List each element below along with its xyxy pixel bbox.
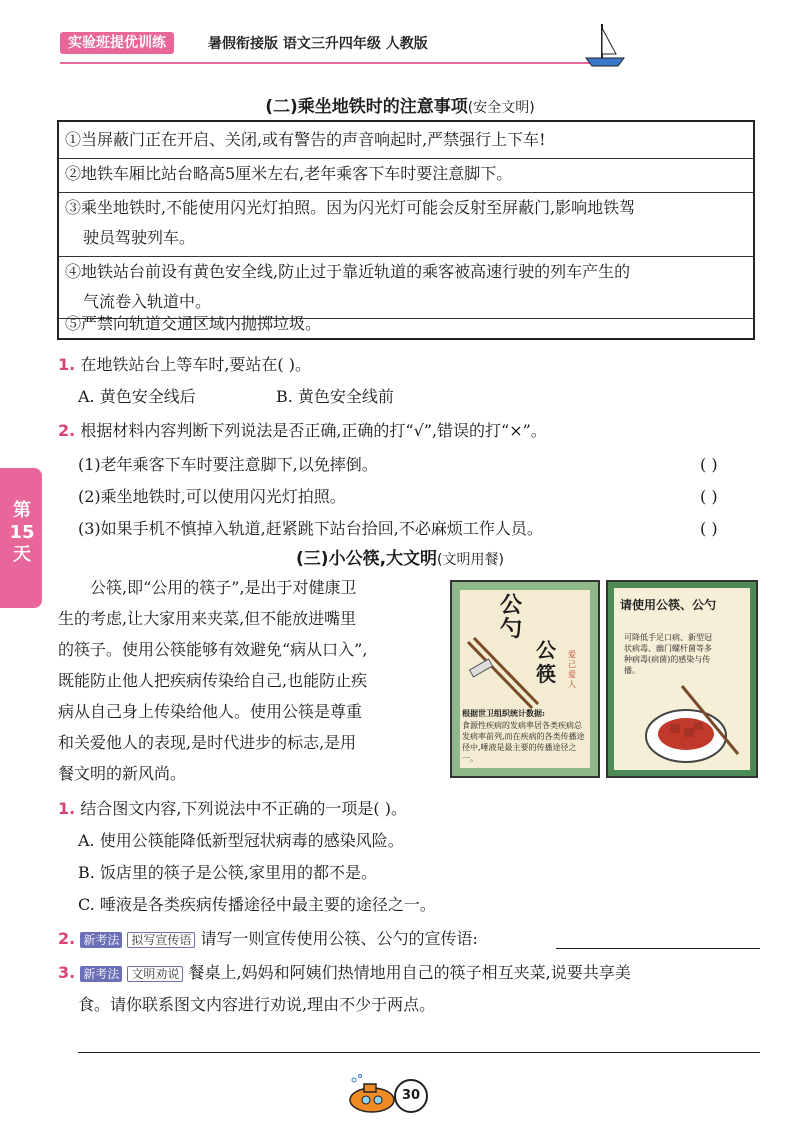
s3-question-2: [58, 926, 478, 952]
passage-line: 的筷子。使用公筷能够有效避免“病从口入”,: [58, 640, 368, 659]
poster-paper: [460, 590, 590, 768]
section2-tag: (安全文明): [467, 100, 535, 116]
section2-title-text: (二)乘坐地铁时的注意事项: [265, 97, 468, 117]
passage-line: 餐文明的新风尚。: [58, 764, 187, 783]
question-text: 在地铁站台上等车时,要站在( )。: [80, 355, 311, 374]
poster-title-char: 公: [536, 638, 556, 662]
poster-public-chopsticks: [450, 580, 600, 778]
rule-2: ②地铁车厢比站台略高5厘米左右,老年乘客下车时要注意脚下。: [65, 164, 513, 183]
new-method-badge: 新考法: [80, 932, 122, 948]
section2-title: [150, 92, 650, 117]
question-text: 结合图文内容,下列说法中不正确的一项是( )。: [80, 799, 407, 818]
rule-5: ⑤严禁向轨道交通区域内抛掷垃圾。: [65, 314, 322, 333]
s3-question-3: [58, 960, 631, 986]
s3-q1-option-b[interactable]: B. 饭店里的筷子是公筷,家里用的都不是。: [78, 863, 378, 882]
question-number: 3.: [58, 963, 76, 982]
answer-blank[interactable]: ( ): [700, 455, 718, 474]
poster-slogan: 爱己爱人: [568, 650, 576, 689]
question-text: 根据材料内容判断下列说法是否正确,正确的打“√”,错误的打“×”。: [80, 421, 547, 440]
s3-q3-text-cont: 食。请你联系图文内容进行劝说,理由不少于两点。: [78, 995, 436, 1014]
rule-3-cont: 驶员驾驶列车。: [83, 228, 196, 247]
dish-icon: [642, 684, 742, 766]
poster-note-body: 食源性疾病的发病率居各类疾病总发病率前列,而在疾病的各类传播途径中,唾液是最主要的传播途径之一。: [462, 721, 585, 763]
passage-line: 病从自己身上传染给他人。使用公筷是尊重: [58, 702, 363, 721]
poster-note-heading: 根据世卫组织统计数据:: [462, 708, 545, 718]
answer-blank[interactable]: ( ): [700, 519, 718, 538]
s2-question-2: [58, 418, 547, 444]
s3-q1-option-a[interactable]: A. 使用公筷能降低新型冠状病毒的感染风险。: [78, 831, 404, 850]
answer-blank[interactable]: ( ): [700, 487, 718, 506]
s2-q2-item-2: (2)乘坐地铁时,可以使用闪光灯拍照。: [78, 487, 346, 506]
rule-divider: [59, 256, 753, 257]
s3-q1-option-c[interactable]: C. 唾液是各类疾病传播途径中最主要的途径之一。: [78, 895, 436, 914]
page-number: 30: [394, 1079, 428, 1113]
section3-tag: (文明用餐): [437, 552, 504, 568]
s2-q1-option-a[interactable]: A. 黄色安全线后: [78, 387, 196, 406]
poster-paper: [614, 588, 750, 770]
poster-body: 可降低手足口病、新型冠状病毒、幽门螺杆菌等多种病毒(病菌)的感染与传播。: [624, 633, 712, 675]
question-text: 餐桌上,妈妈和阿姨们热情地用自己的筷子相互夹菜,说要共享美: [188, 963, 631, 982]
day-number: 15: [9, 522, 35, 543]
poster-title: 请使用公筷、公勺: [620, 598, 717, 612]
day-label-suffix: 天: [13, 544, 31, 565]
rule-divider: [59, 158, 753, 159]
header-info: 暑假衔接版 语文三升四年级 人教版: [208, 36, 428, 52]
passage-line: 公筷,即“公用的筷子”,是出于对健康卫: [90, 578, 357, 597]
section3-title-text: (三)小公筷,大文明: [296, 549, 438, 569]
question-type-badge: 拟写宣传语: [127, 932, 195, 948]
s2-q2-item-1: (1)老年乘客下车时要注意脚下,以免摔倒。: [78, 455, 378, 474]
series-title: 实验班提优训练: [60, 32, 174, 54]
poster-title-char: 勺: [500, 616, 523, 642]
rule-4: ④地铁站台前设有黄色安全线,防止过于靠近轨道的乘客被高速行驶的列车产生的: [65, 262, 631, 281]
answer-line[interactable]: [78, 1052, 760, 1053]
s2-q2-item-3: (3)如果手机不慎掉入轨道,赶紧跳下站台拾回,不必麻烦工作人员。: [78, 519, 543, 538]
poster-use-public-utensils: [606, 580, 758, 778]
header-divider: [60, 62, 620, 64]
passage: [58, 572, 438, 789]
poster-title-char: 筷: [536, 662, 556, 686]
question-number: 1.: [58, 799, 76, 818]
new-method-badge: 新考法: [80, 966, 122, 982]
day-label-prefix: 第: [13, 500, 31, 521]
question-number: 2.: [58, 421, 76, 440]
s3-question-1: [58, 796, 407, 822]
day-label: [8, 500, 36, 566]
rule-1: ①当屏蔽门正在开启、关闭,或有警告的声音响起时,严禁强行上下车!: [65, 130, 546, 149]
chopsticks-icon: [462, 634, 542, 714]
section3-title: [200, 544, 600, 569]
rules-box: [57, 120, 755, 340]
question-type-badge: 文明劝说: [127, 966, 183, 982]
answer-line[interactable]: [556, 948, 760, 949]
rule-4-cont: 气流卷入轨道中。: [83, 292, 212, 311]
question-number: 1.: [58, 355, 76, 374]
passage-line: 和关爱他人的表现,是时代进步的标志,是用: [58, 733, 357, 752]
question-text: 请写一则宣传使用公筷、公勺的宣传语:: [200, 929, 478, 948]
question-number: 2.: [58, 929, 76, 948]
passage-line: 既能防止他人把疾病传染给自己,也能防止疾: [58, 671, 368, 690]
passage-line: 生的考虑,让大家用来夹菜,但不能放进嘴里: [58, 609, 357, 628]
poster-title-char: 公: [500, 592, 523, 618]
sailboat-icon: [580, 20, 630, 70]
s2-question-1: [58, 352, 311, 378]
rule-3: ③乘坐地铁时,不能使用闪光灯拍照。因为闪光灯可能会反射至屏蔽门,影响地铁驾: [65, 198, 636, 217]
s2-q1-option-b[interactable]: B. 黄色安全线前: [276, 387, 394, 406]
rule-divider: [59, 192, 753, 193]
